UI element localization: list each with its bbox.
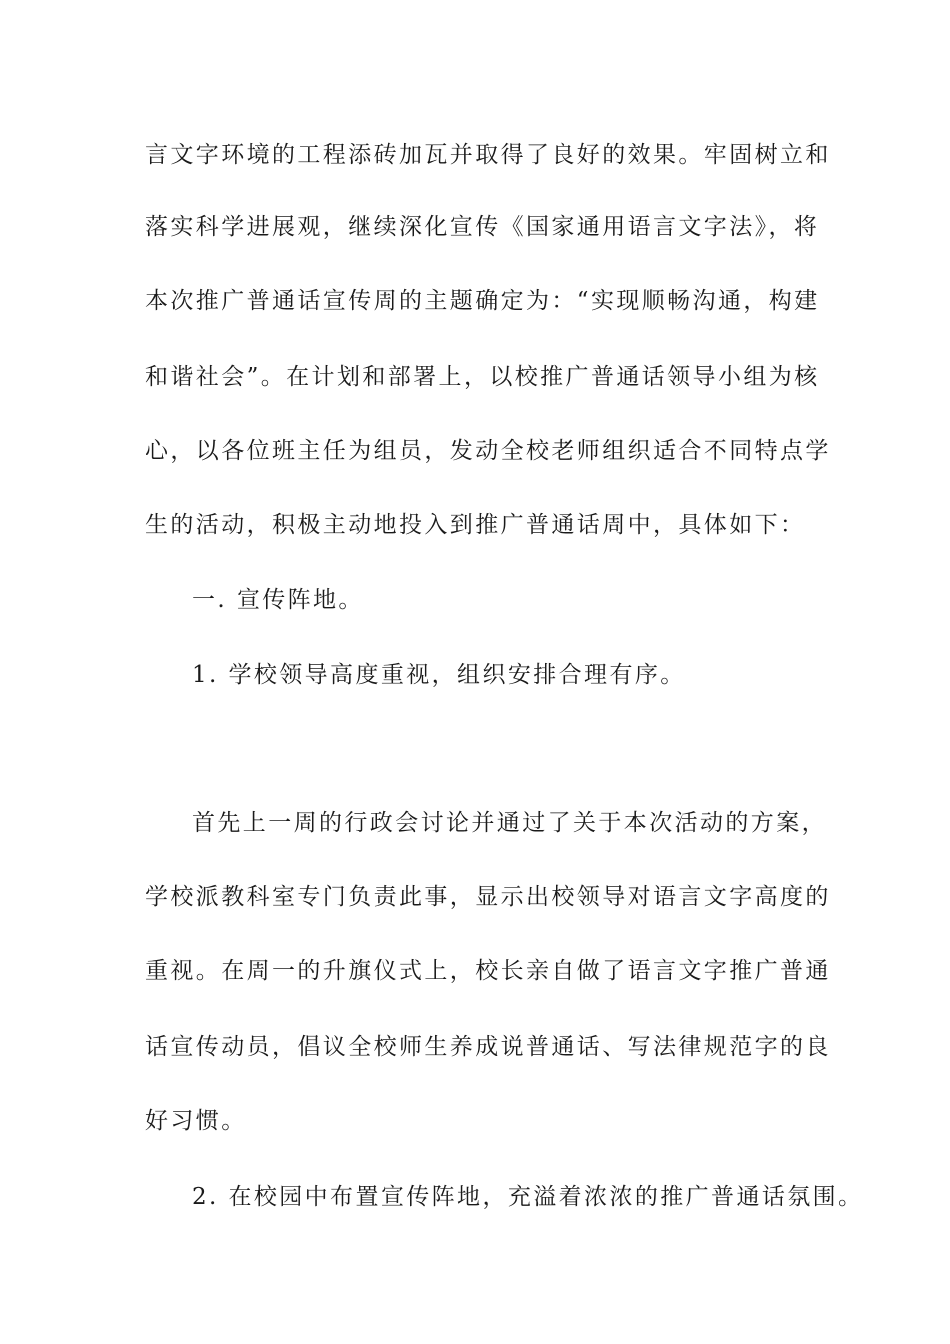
- text-line: 生的活动，积极主动地投入到推广普通话周中，具体如下：: [145, 512, 806, 538]
- text-line: 本次推广普通话宣传周的主题确定为：“实现顺畅沟通，构建: [145, 288, 820, 314]
- subsection-heading: 1. 学校领导高度重视，组织安排合理有序。: [192, 662, 686, 688]
- text-line: 落实科学进展观，继续深化宣传《国家通用语言文字法》，将: [145, 214, 820, 240]
- subsection-heading: 2. 在校园中布置宣传阵地，充溢着浓浓的推广普通话氛围。: [192, 1184, 864, 1210]
- section-heading: 一. 宣传阵地。: [192, 587, 364, 613]
- paragraph-start-line: 首先上一周的行政会讨论并通过了关于本次活动的方案，: [192, 810, 827, 836]
- text-line: 言文字环境的工程添砖加瓦并取得了良好的效果。牢固树立和: [145, 142, 831, 168]
- text-line: 重视。在周一的升旗仪式上，校长亲自做了语言文字推广普通: [145, 958, 831, 984]
- text-line: 学校派教科室专门负责此事，显示出校领导对语言文字高度的: [145, 884, 831, 910]
- text-line: 和谐社会”。在计划和部署上，以校推广普通话领导小组为核: [145, 364, 820, 390]
- text-line: 好习惯。: [145, 1108, 247, 1134]
- text-line: 心，以各位班主任为组员，发动全校老师组织适合不同特点学: [145, 438, 831, 464]
- text-line: 话宣传动员，倡议全校师生养成说普通话、写法律规范字的良: [145, 1034, 831, 1060]
